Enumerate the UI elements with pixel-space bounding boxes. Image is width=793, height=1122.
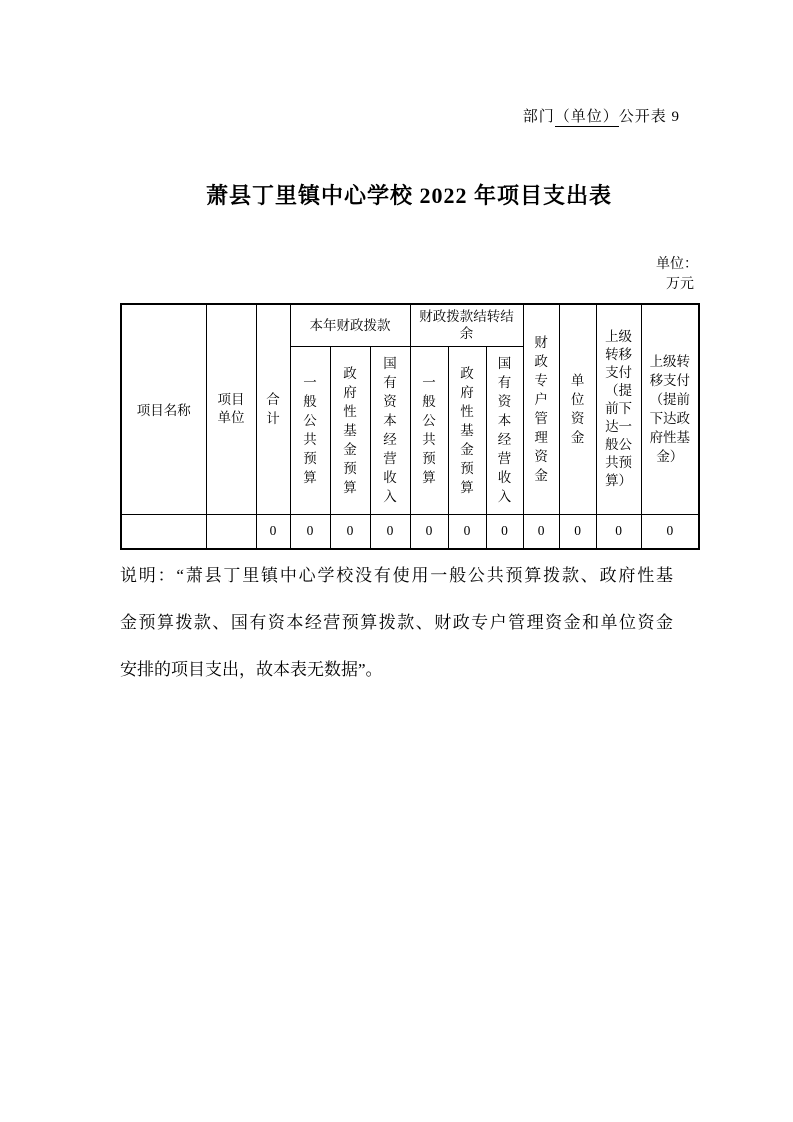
col-carryover-gov-fund-budget bbox=[448, 346, 486, 514]
note-line-1: 说明：“萧县丁里镇中心学校没有使用一般公共预算拨款、政府性基 bbox=[120, 566, 673, 585]
col-total-label: 合计 bbox=[266, 392, 280, 427]
cell-transfer-general-budget: 0 bbox=[596, 514, 641, 549]
col-carryover-gov-fund-budget-label: 政府性基金预算 bbox=[460, 365, 474, 495]
page-title: 萧县丁里镇中心学校 2022 年项目支出表 bbox=[205, 183, 612, 208]
cell-current-general-budget: 0 bbox=[290, 514, 330, 549]
col-total bbox=[256, 304, 290, 514]
header-row-groups bbox=[121, 304, 699, 346]
col-current-state-capital-income bbox=[370, 346, 410, 514]
col-unit-funds bbox=[559, 304, 596, 514]
group-carryover-balance bbox=[410, 304, 523, 346]
col-transfer-gov-fund-label: 上级转移支付（提前下达政府性基金） bbox=[649, 354, 691, 465]
group-current-year-label: 本年财政拨款 bbox=[309, 317, 391, 333]
col-unit-funds-label: 单位资金 bbox=[570, 373, 585, 446]
header-note-suffix: 公开表 9 bbox=[618, 109, 680, 125]
unit-note bbox=[120, 255, 698, 295]
col-transfer-general-budget-label: 上级转移支付（提前下达一般公共预算） bbox=[605, 329, 633, 489]
col-current-general-budget-label: 一般公共预算 bbox=[303, 375, 317, 485]
col-current-gov-fund-budget bbox=[330, 346, 370, 514]
col-carryover-general-budget-label: 一般公共预算 bbox=[422, 375, 436, 485]
unit-value: 万元 bbox=[666, 277, 694, 292]
col-project-name bbox=[121, 304, 206, 514]
group-carryover-label: 财政拨款结转结余 bbox=[419, 309, 514, 342]
note-line-3: 安排的项目支出，故本表无数据”。 bbox=[120, 660, 383, 679]
cell-carryover-state-capital-income: 0 bbox=[486, 514, 523, 549]
col-project-name-label: 项目名称 bbox=[136, 403, 191, 419]
project-expenditure-table bbox=[120, 303, 700, 550]
data-row bbox=[121, 514, 699, 549]
cell-unit-funds: 0 bbox=[559, 514, 596, 549]
cell-project-unit bbox=[206, 514, 256, 549]
col-carryover-general-budget bbox=[410, 346, 448, 514]
cell-carryover-general-budget: 0 bbox=[410, 514, 448, 549]
col-project-unit bbox=[206, 304, 256, 514]
col-fiscal-account-funds bbox=[523, 304, 559, 514]
col-transfer-gov-fund bbox=[641, 304, 699, 514]
col-current-general-budget bbox=[290, 346, 330, 514]
cell-fiscal-account-funds: 0 bbox=[523, 514, 559, 549]
header-note bbox=[120, 105, 680, 126]
note-paragraph bbox=[120, 552, 673, 693]
col-carryover-state-capital-income-label: 国有资本经营收入 bbox=[497, 356, 512, 504]
group-current-year-appropriation bbox=[290, 304, 410, 346]
col-carryover-state-capital-income bbox=[486, 346, 523, 514]
col-current-state-capital-income-label: 国有资本经营收入 bbox=[383, 356, 397, 504]
cell-transfer-gov-fund: 0 bbox=[641, 514, 699, 549]
cell-project-name bbox=[121, 514, 206, 549]
note-line-2: 金预算拨款、国有资本经营预算拨款、财政专户管理资金和单位资金 bbox=[120, 613, 673, 632]
col-fiscal-account-funds-label: 财政专户管理资金 bbox=[534, 335, 548, 484]
cell-current-state-capital-income: 0 bbox=[370, 514, 410, 549]
col-current-gov-fund-budget-label: 政府性基金预算 bbox=[343, 365, 357, 495]
col-project-unit-label: 项目单位 bbox=[217, 392, 245, 426]
cell-carryover-gov-fund-budget: 0 bbox=[448, 514, 486, 549]
cell-total: 0 bbox=[256, 514, 290, 549]
cell-current-gov-fund-budget: 0 bbox=[330, 514, 370, 549]
unit-label: 单位： bbox=[656, 257, 698, 272]
header-note-underlined: （单位） bbox=[554, 109, 619, 125]
header-note-prefix: 部门 bbox=[522, 109, 555, 125]
col-transfer-general-budget bbox=[596, 304, 641, 514]
